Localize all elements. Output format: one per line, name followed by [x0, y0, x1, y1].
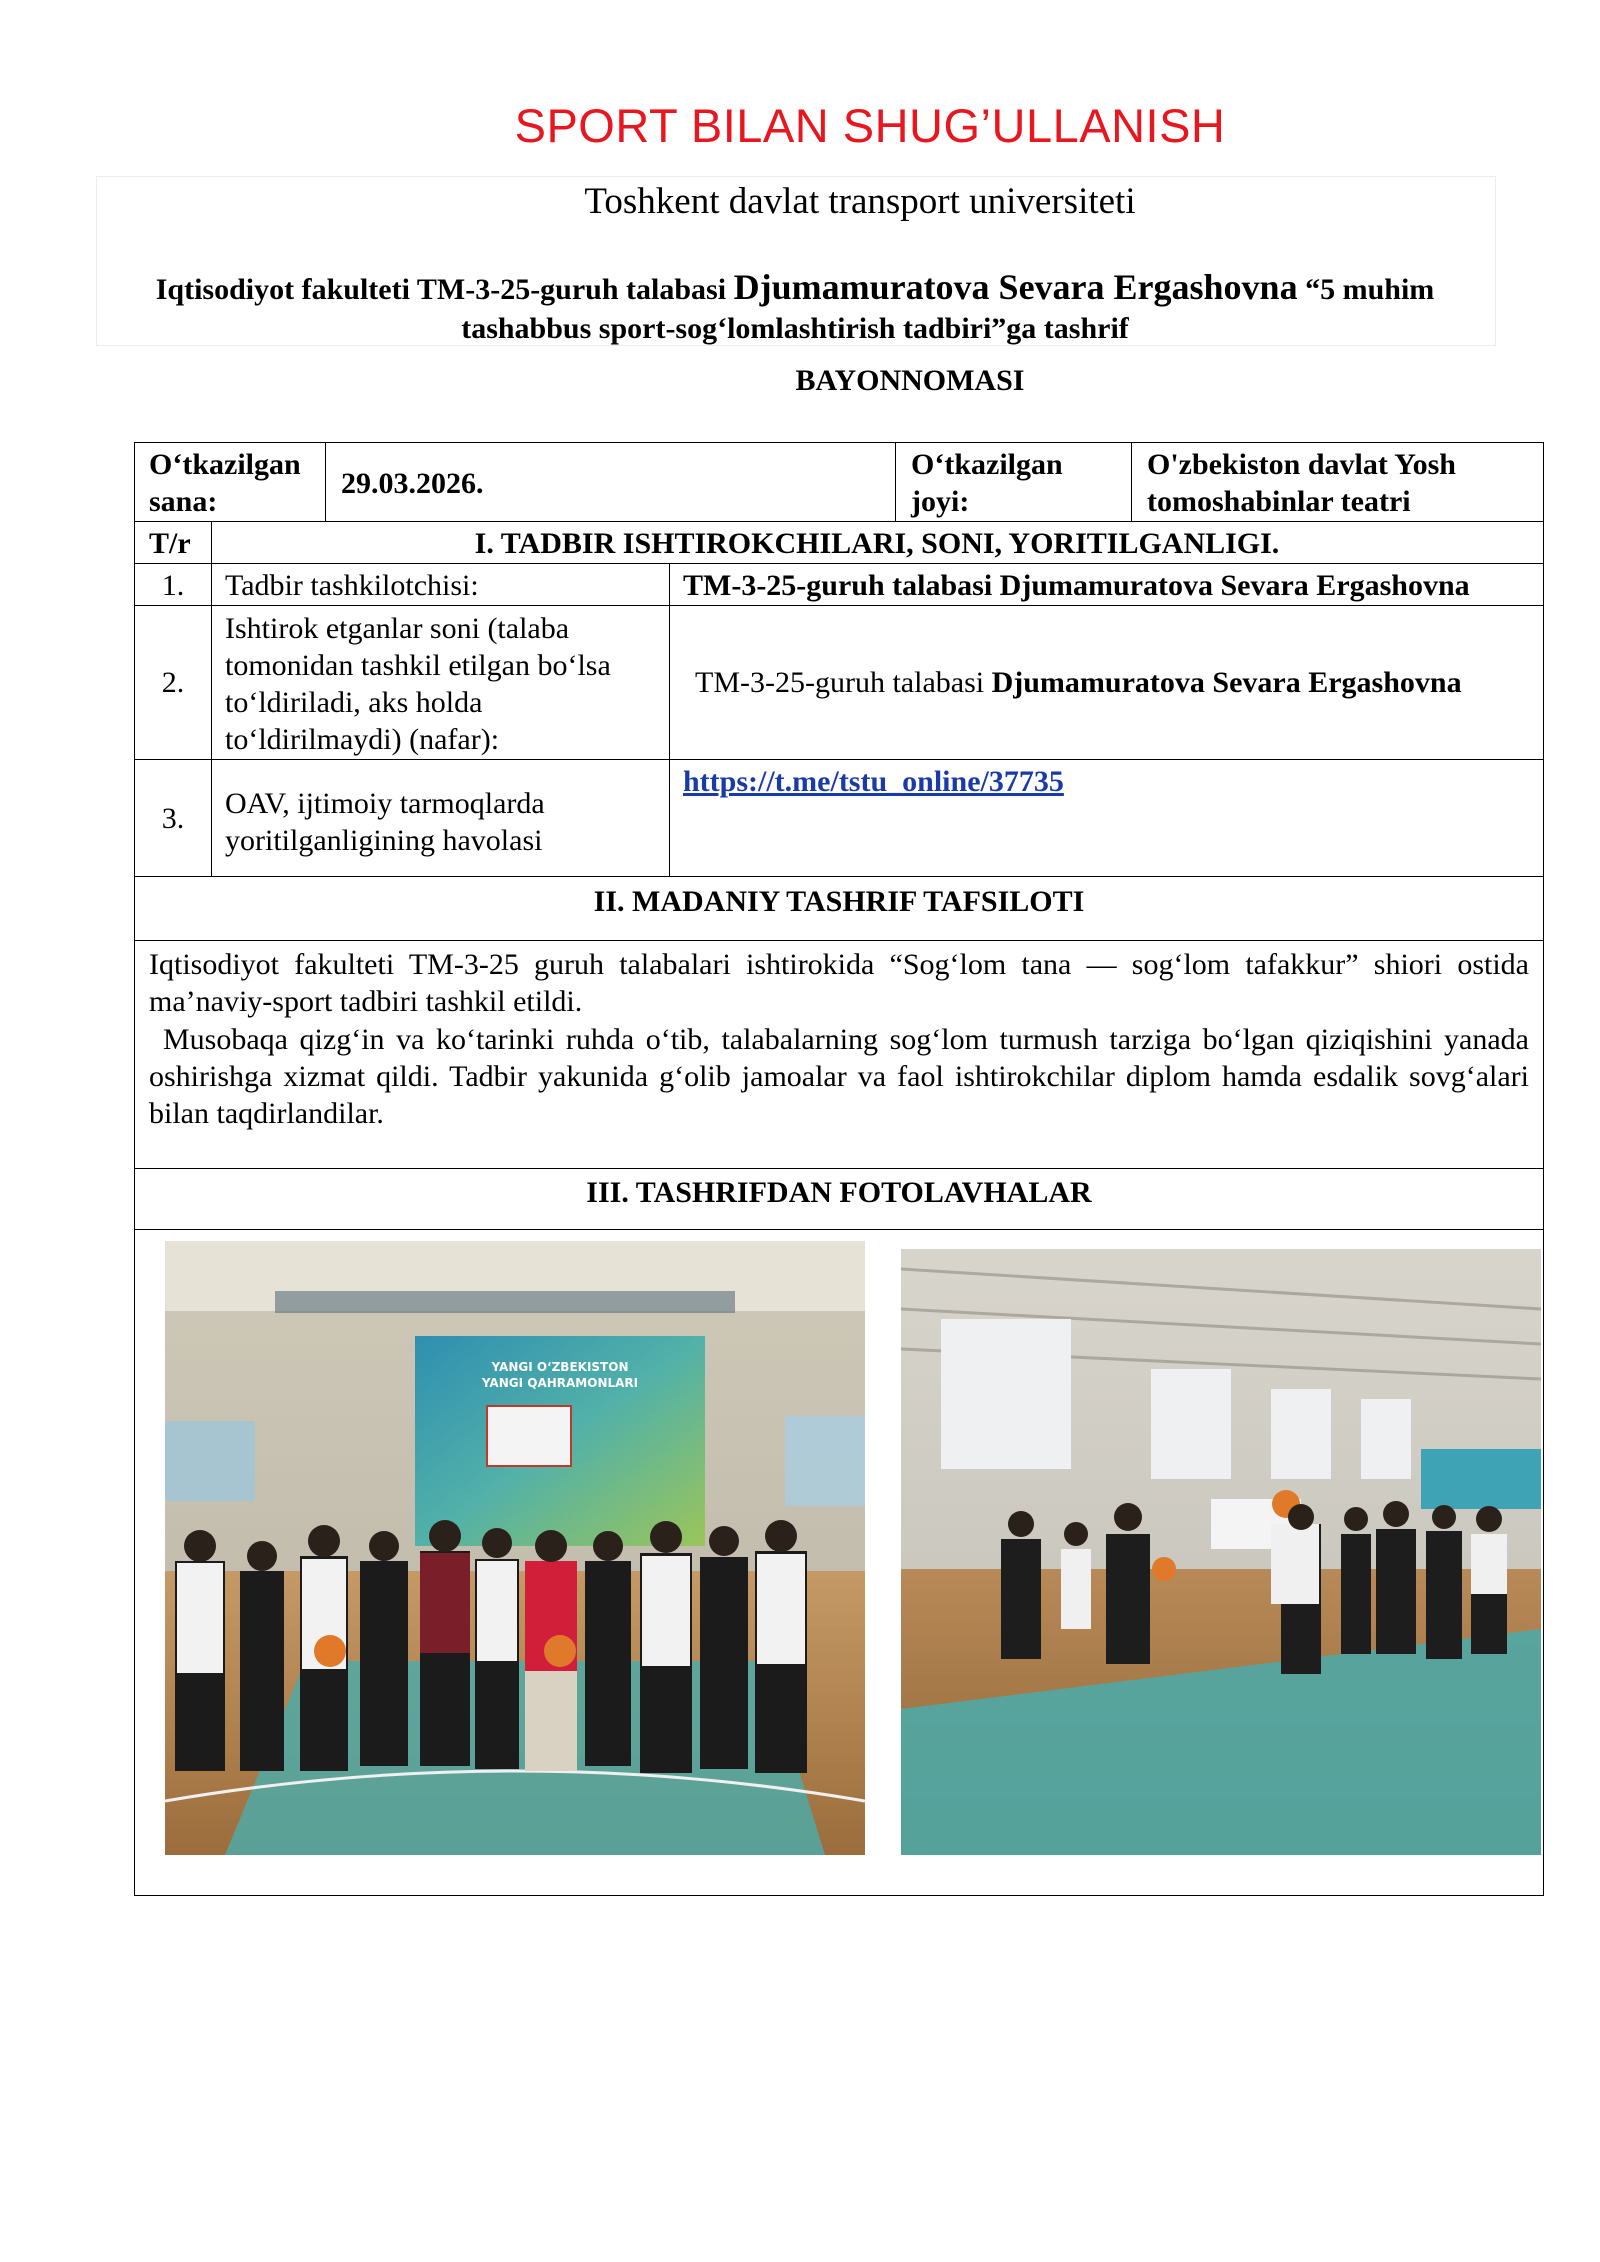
- banner-text-2: YANGI QAHRAMONLARI: [481, 1376, 639, 1390]
- document-type-label: BAYONNOMASI: [795, 364, 1025, 397]
- subtitle-part2: “5 muhim: [1305, 273, 1435, 306]
- report-table: [134, 442, 1544, 1896]
- place-label: O‘tkazilgan joyi:: [911, 448, 1063, 518]
- description-paragraph-2: Musobaqa qizg‘in va ko‘tarinki ruhda o‘tib, talabalarning sog‘lom turmush tarziga bo‘lgan qiziqishini yanada oshirishga xizmat qildi. Tadbir yakunida g‘olib jamoalar va faol ishtirokchilar diplom hamda esdalik sovg‘alari bilan taqdirlandilar.: [149, 1023, 1529, 1130]
- document-title: SPORT BILAN SHUG’ULLANISH: [514, 99, 1226, 152]
- university-name: Toshkent davlat transport universiteti: [584, 181, 1136, 222]
- participants-value: TM-3-25-guruh talabasi Djumamuratova Sevara Ergashovna: [695, 666, 1462, 699]
- section-1-heading: I. TADBIR ISHTIROKCHILARI, SONI, YORITILGANLIGI.: [474, 527, 1280, 560]
- column-number-header: T/r: [149, 527, 191, 560]
- banner-text-1: YANGI O‘ZBEKISTON: [491, 1360, 629, 1374]
- description-paragraph-1: Iqtisodiyot fakulteti TM-3-25 guruh talabalari ishtirokida “Sog‘lom tana — sog‘lom tafakkur” shiori ostida ma’naviy-sport tadbiri tashkil etildi.: [149, 948, 1529, 1018]
- media-link-label: OAV, ijtimoiy tarmoqlarda yoritilganligining havolasi: [225, 787, 545, 857]
- place-value: O'zbekiston davlat Yosh tomoshabinlar teatri: [1147, 448, 1456, 518]
- student-name: Djumamuratova Sevara Ergashovna: [733, 267, 1298, 307]
- row-number: 1.: [161, 569, 185, 602]
- subtitle-line2: tashabbus sport-sog‘lomlashtirish tadbiri”ga tashrif: [461, 312, 1129, 345]
- row-number: 2.: [161, 666, 185, 699]
- row-number: 3.: [161, 802, 185, 835]
- group-photo: [165, 1241, 865, 1855]
- date-label: O‘tkazilgan sana:: [149, 448, 301, 518]
- subtitle-part1: Iqtisodiyot fakulteti TM-3-25-guruh talabasi: [155, 273, 727, 306]
- document-subtitle: [96, 268, 1494, 348]
- organizer-value: TM-3-25-guruh talabasi Djumamuratova Sevara Ergashovna: [683, 569, 1470, 602]
- section-3-heading: III. TASHRIFDAN FOTOLAVHALAR: [586, 1176, 1092, 1209]
- participants-label: Ishtirok etganlar soni (talaba tomonidan tashkil etilgan bo‘lsa to‘ldiriladi, aks holda to‘ldirilmaydi) (nafar):: [225, 612, 611, 756]
- basketball-play-photo: [901, 1249, 1541, 1855]
- date-value: 29.03.2026.: [341, 467, 484, 500]
- organizer-label: Tadbir tashkilotchisi:: [225, 569, 479, 602]
- telegram-link[interactable]: https://t.me/tstu_online/37735: [683, 765, 1064, 798]
- section-2-heading: II. MADANIY TASHRIF TAFSILOTI: [593, 885, 1085, 918]
